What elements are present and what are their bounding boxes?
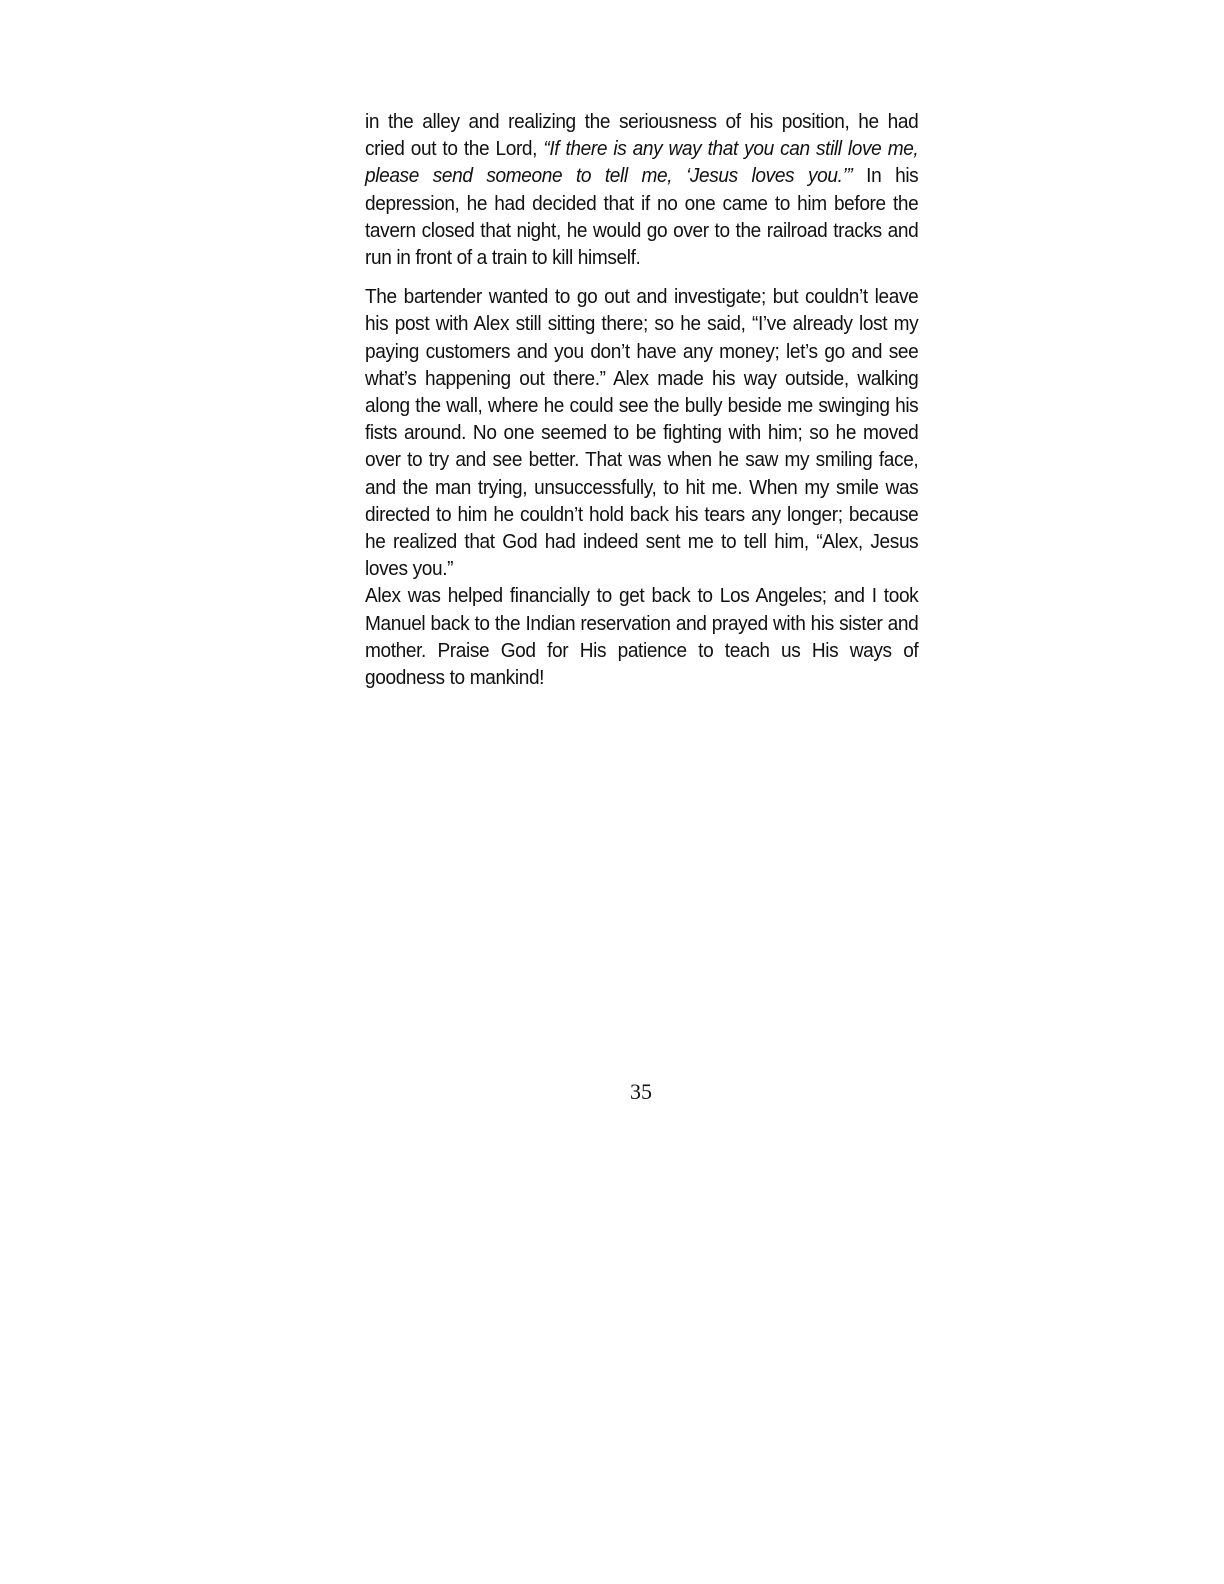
paragraph-bartender: The bartender wanted to go out and investigate; but couldn’t leave his post with Alex still sitting there; so he said, “I’ve already lost my paying customers and you don’t have any money; let’s go and see what’s happening out there.” Alex made his way outside, walking along the wall, where he could see the bully beside me swinging his fists around. No one seemed to be fighting with him; so he moved over to try and see better. That was when he saw my smiling face, and the man trying, unsuccessfully, to hit me. When my smile was directed to him he couldn’t hold back his tears any longer; because he realized that God had indeed sent me to tell him, “Alex, Jesus loves you.” (365, 285, 919, 581)
paragraph-alley-intro: in the alley and realizing the seriousness of his position, he had cried out to the Lord, (365, 110, 919, 161)
paragraph-alley-rest: In his depression, he had decided that if no one came to him before the tavern closed that night, he would go over to the railroad tracks and run in front of a train to kill himself. (365, 164, 919, 270)
paragraph-alex-helped: Alex was helped financially to get back to Los Angeles; and I took Manuel back to the Indian reservation and prayed with his sister and mother. Praise God for His patience to teach us His ways of goodness to mankind! (365, 584, 919, 690)
page-number: 35 (630, 1079, 652, 1104)
prayer-quote: “If there is any way that you can still love me, please send someone to tell me, ‘Jesus loves you.’” (365, 137, 919, 188)
body-text (365, 108, 918, 691)
paragraph-alley (365, 108, 918, 271)
